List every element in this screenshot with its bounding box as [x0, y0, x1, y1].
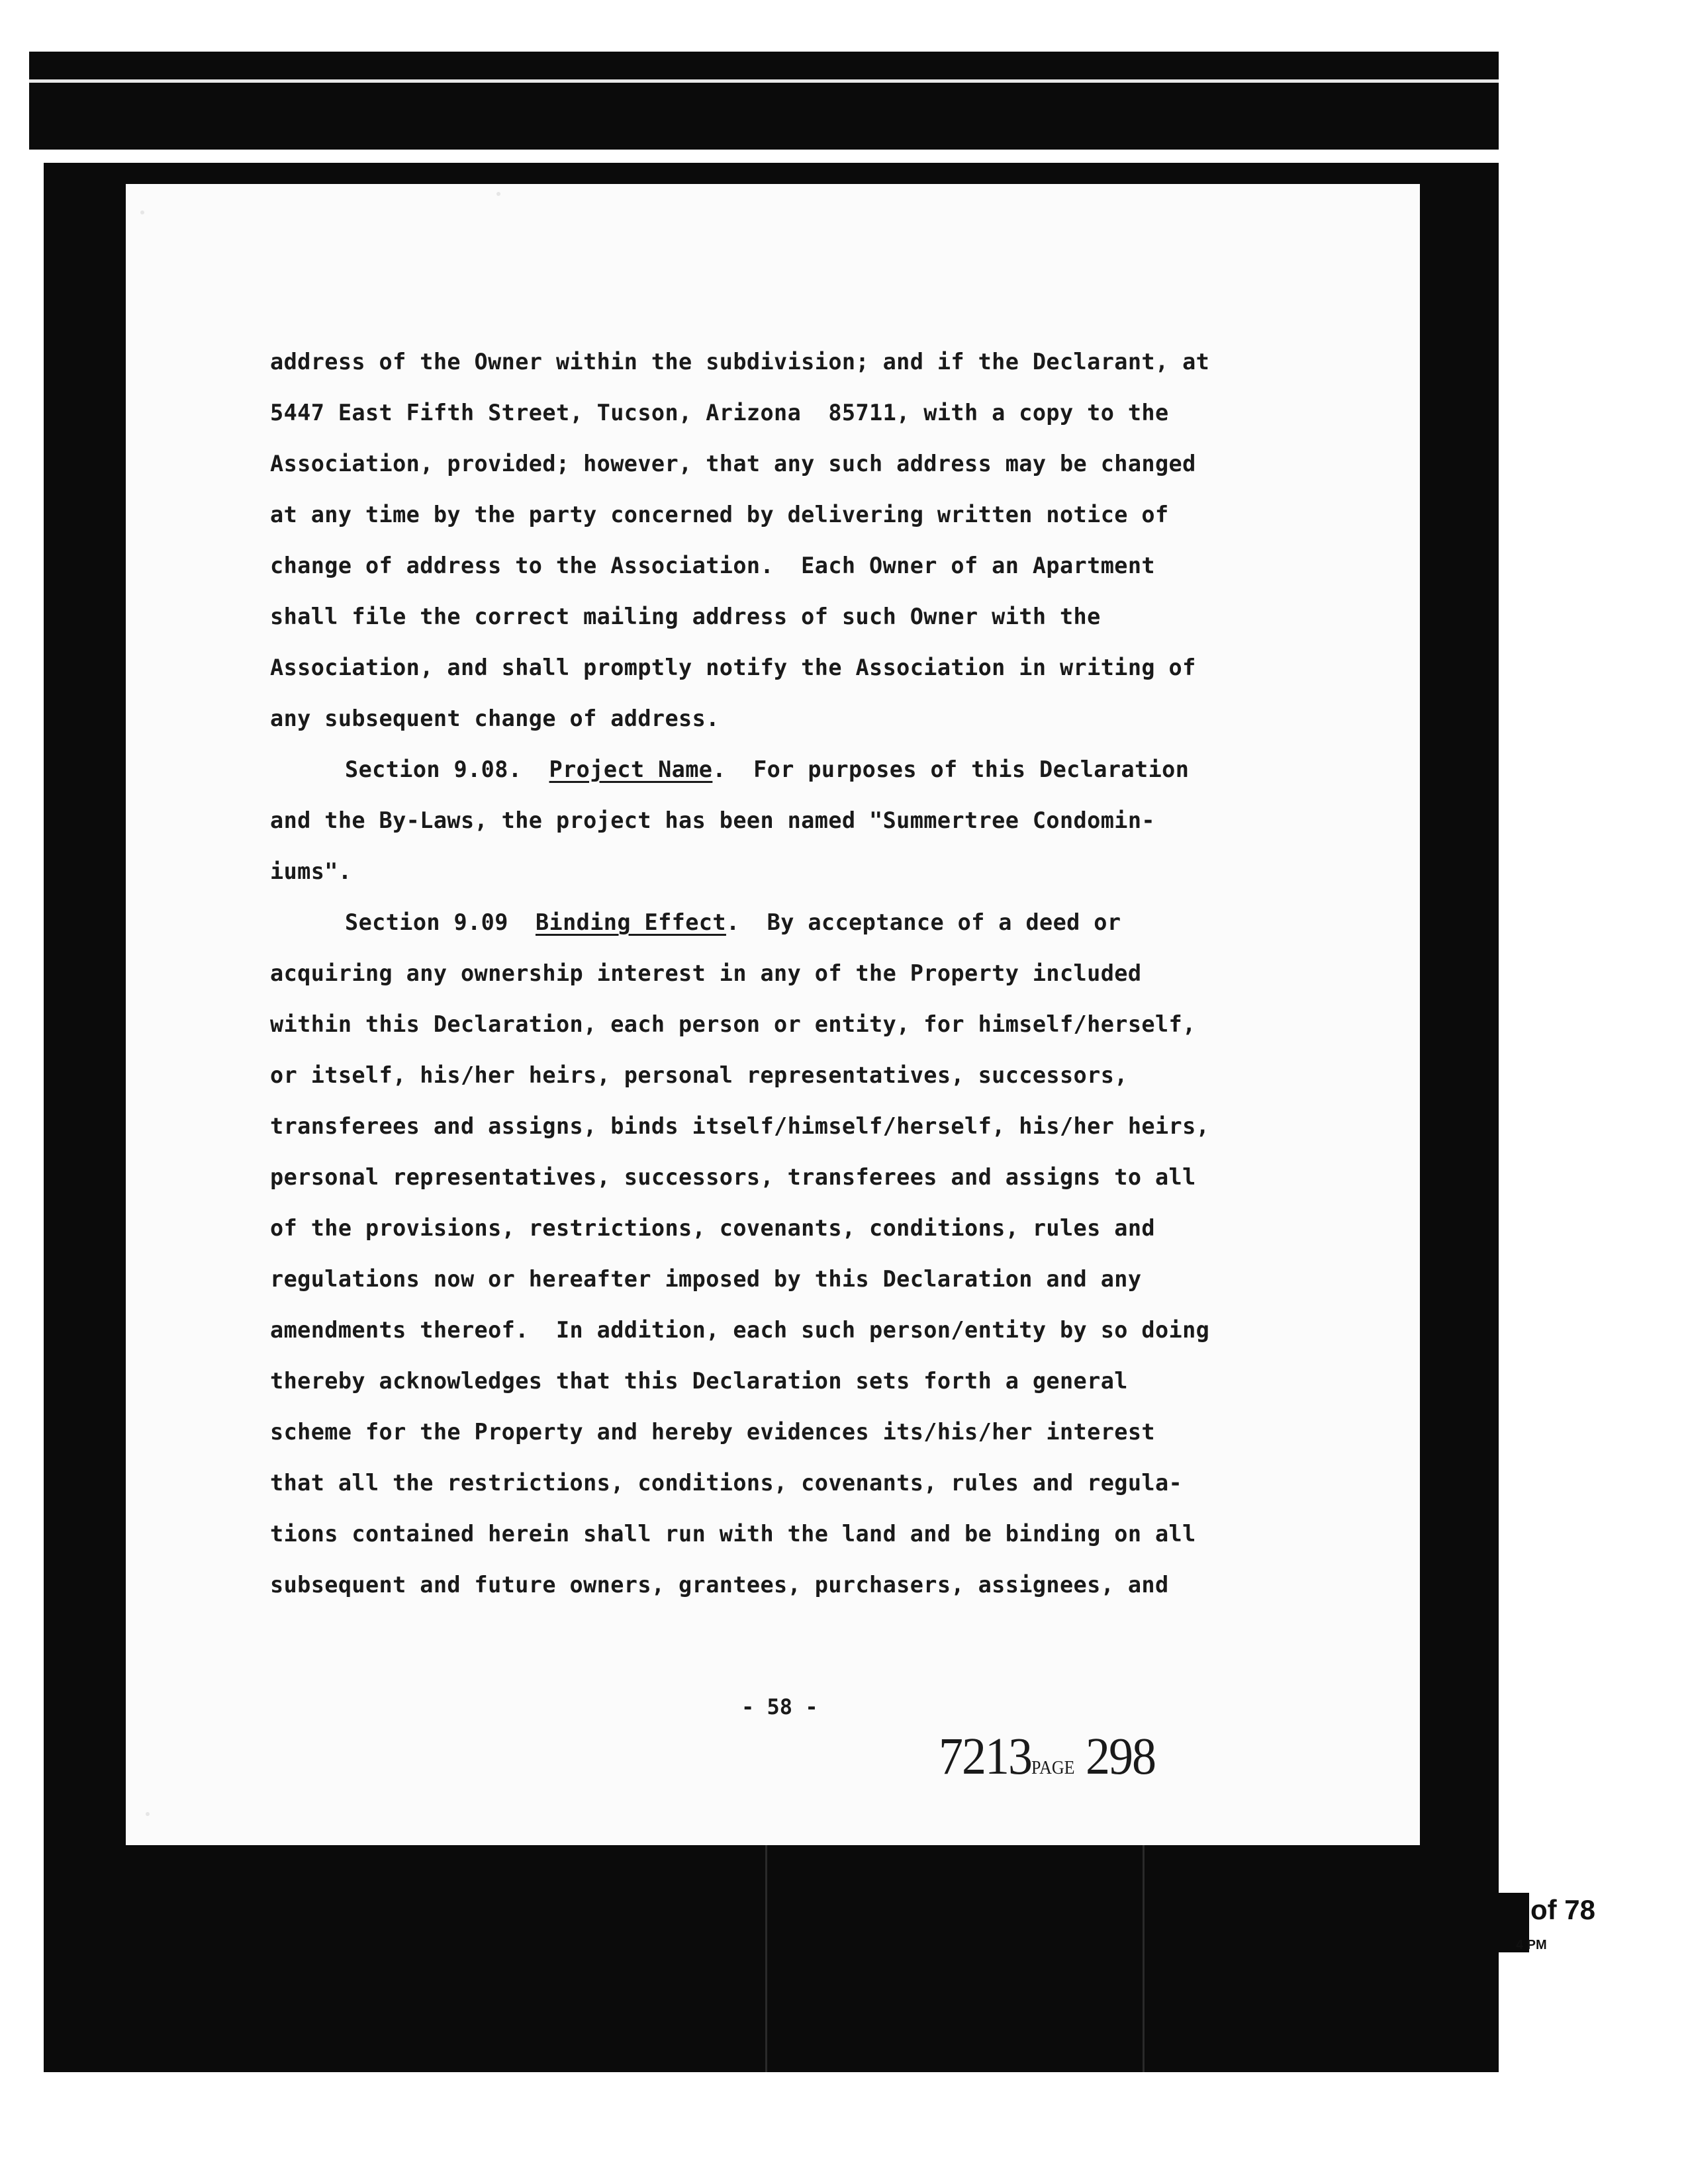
section-text: . For purposes of this Declaration — [712, 756, 1190, 782]
text-line: amendments thereof. In addition, each such person/entity by so doing — [270, 1317, 1210, 1343]
section-9-08-first-line — [270, 744, 1349, 795]
text-line: subsequent and future owners, grantees, purchasers, assignees, and — [270, 1572, 1169, 1598]
text-line: 5447 East Fifth Street, Tucson, Arizona 85711, with a copy to the — [270, 400, 1169, 426]
scan-rule — [29, 79, 1499, 83]
text-line: scheme for the Property and hereby evidences its/his/her interest — [270, 1419, 1155, 1445]
text-line: Association, and shall promptly notify the Association in writing of — [270, 655, 1196, 680]
section-heading: Binding Effect — [535, 909, 726, 935]
viewer-timestamp: 4 PM — [1516, 1938, 1547, 1952]
speck — [140, 210, 144, 214]
text-line: acquiring any ownership interest in any of the Property included — [270, 960, 1142, 986]
text-line: that all the restrictions, conditions, covenants, rules and regula- — [270, 1470, 1183, 1496]
text-line: at any time by the party concerned by delivering written notice of — [270, 502, 1169, 527]
text-line: any subsequent change of address. — [270, 705, 720, 731]
section-number: Section 9.09 — [345, 909, 508, 935]
book-page-stamp — [939, 1727, 1155, 1788]
text-line: personal representatives, successors, transferees and assigns to all — [270, 1164, 1196, 1190]
text-line: Association, provided; however, that any such address may be changed — [270, 451, 1196, 477]
document-body — [270, 336, 1349, 1610]
text-line: thereby acknowledges that this Declaration sets forth a general — [270, 1368, 1128, 1394]
text-line: change of address to the Association. Each Owner of an Apartment — [270, 553, 1155, 578]
section-text: . By acceptance of a deed or — [726, 909, 1121, 935]
text-line: of the provisions, restrictions, covenants, conditions, rules and — [270, 1215, 1155, 1241]
page-number-stamp: 298 — [1086, 1727, 1156, 1786]
text-line: or itself, his/her heirs, personal representatives, successors, — [270, 1062, 1128, 1088]
text-line: within this Declaration, each person or entity, for himself/herself, — [270, 1011, 1196, 1037]
section-9-09-first-line — [270, 897, 1349, 948]
viewer-page-counter: of 78 — [1530, 1894, 1596, 1925]
scan-top-frame — [29, 52, 1499, 150]
page-number: - 58 - — [741, 1694, 818, 1719]
page-label: PAGE — [1031, 1757, 1075, 1778]
scan-divider — [1143, 1831, 1145, 2072]
speck — [146, 1812, 150, 1816]
scan-divider — [765, 1831, 767, 2072]
text-line: address of the Owner within the subdivision; and if the Declarant, at — [270, 349, 1210, 375]
section-number: Section 9.08. — [345, 756, 522, 782]
book-number: 7213 — [939, 1727, 1031, 1786]
section-heading: Project Name — [549, 756, 713, 782]
text-line: and the By-Laws, the project has been named "Summertree Condomin- — [270, 807, 1155, 833]
text-line: regulations now or hereafter imposed by this Declaration and any — [270, 1266, 1142, 1292]
text-line: tions contained herein shall run with the land and be binding on all — [270, 1521, 1196, 1547]
text-line: iums". — [270, 858, 352, 884]
text-line: transferees and assigns, binds itself/himself/herself, his/her heirs, — [270, 1113, 1210, 1139]
text-line: shall file the correct mailing address of such Owner with the — [270, 604, 1101, 629]
speck — [496, 192, 500, 196]
